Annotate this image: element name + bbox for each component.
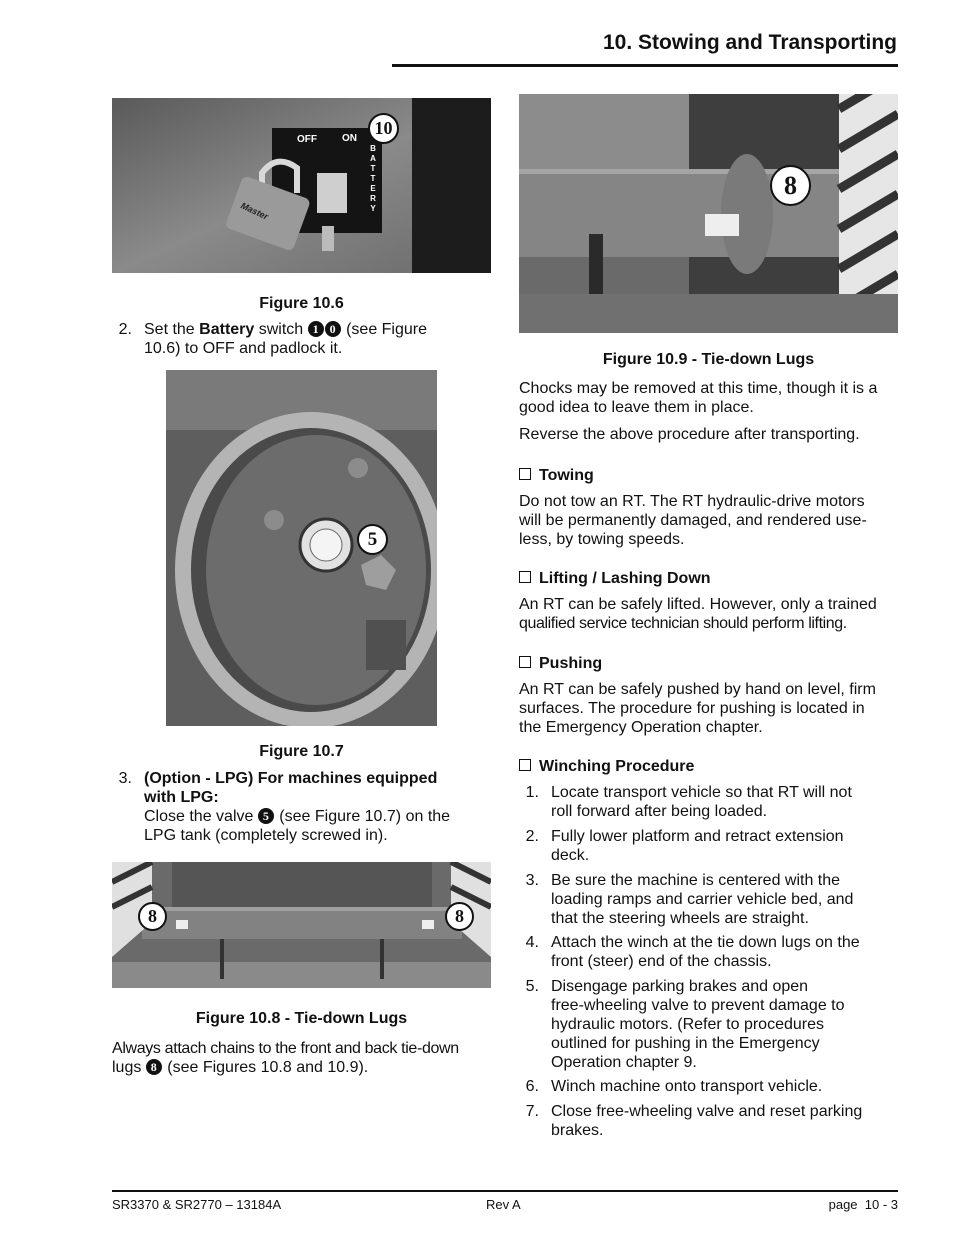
towing-paragraph	[519, 492, 904, 549]
lifting-paragraph	[519, 595, 904, 633]
winch-step-5-number: 5.	[525, 978, 539, 995]
lifting-line1: An RT can be safely lifted. However, only a trained	[519, 596, 877, 613]
winch-step-7-line1: Close free-wheeling valve and reset parking	[551, 1103, 863, 1120]
pushing-paragraph	[519, 680, 904, 737]
footer-revision: Rev A	[486, 1197, 521, 1212]
winch-step-1-line1: Locate transport vehicle so that RT will not	[551, 784, 852, 801]
winch-step-4-number: 4.	[525, 934, 539, 951]
winch-step-4-line2: front (steer) end of the chassis.	[551, 953, 772, 970]
step-2-line2: 10.6) to OFF and padlock it.	[144, 340, 343, 357]
winch-step-1-line2: roll forward after being loaded.	[551, 803, 768, 820]
winch-step-7-number: 7.	[525, 1103, 539, 1120]
winch-step-1	[551, 783, 852, 821]
figure-10-7-photo	[166, 370, 437, 726]
winch-step-5-line3: hydraulic motors. (Refer to procedures	[551, 1016, 824, 1033]
step-3-line3-pre: Close the valve	[144, 808, 258, 825]
chocks-paragraph	[519, 379, 904, 417]
chocks-line1: Chocks may be removed at this time, though it is a	[519, 380, 878, 397]
footer-rule	[112, 1190, 898, 1192]
winch-step-5-line2: free-wheeling valve to prevent damage to	[551, 997, 845, 1014]
winch-step-5-line1: Disengage parking brakes and open	[551, 978, 809, 995]
winch-step-5	[551, 977, 845, 1072]
callout-10: 10	[368, 113, 399, 144]
winch-step-4-line1: Attach the winch at the tie down lugs on the	[551, 934, 860, 951]
step-3-bold-line2: with LPG:	[144, 789, 219, 806]
winch-step-6-number: 6.	[525, 1078, 539, 1095]
lifting-title: Lifting / Lashing Down	[539, 570, 711, 587]
callout-5: 5	[357, 524, 388, 555]
winch-step-5-line4: outlined for pushing in the Emergency	[551, 1035, 820, 1052]
callout-8-icon: 8	[146, 1059, 162, 1075]
lock-brand-label: Master	[239, 200, 270, 222]
callout-8-left: 8	[138, 902, 167, 931]
pushing-title: Pushing	[539, 655, 603, 672]
switch-on-label: ON	[342, 133, 357, 144]
winch-step-3-line2: loading ramps and carrier vehicle bed, and	[551, 891, 854, 908]
winch-step-2	[551, 827, 844, 865]
step-3-line4: LPG tank (completely screwed in).	[144, 827, 388, 844]
winch-step-6-line1: Winch machine onto transport vehicle.	[551, 1078, 823, 1095]
footer-page-number: page 10 - 3	[828, 1197, 898, 1212]
checkbox-icon	[519, 468, 531, 480]
callout-1-icon: 1	[308, 321, 324, 337]
step-2-pre: Set the	[144, 321, 200, 338]
reverse-paragraph: Reverse the above procedure after transporting.	[519, 426, 860, 443]
checkbox-icon	[519, 571, 531, 583]
towing-heading	[519, 467, 594, 485]
winching-heading	[519, 758, 694, 776]
step-2-mid: switch	[254, 321, 308, 338]
footer-doc-id: SR3370 & SR2770 – 13184A	[112, 1197, 282, 1212]
header-rule	[392, 64, 898, 67]
figure-10-9-caption: Figure 10.9 - Tie-down Lugs	[602, 351, 815, 368]
winch-step-1-number: 1.	[525, 784, 539, 801]
callout-8-right: 8	[445, 902, 474, 931]
tie-down-line2-pre: lugs	[112, 1059, 146, 1076]
winch-step-7	[551, 1102, 862, 1140]
winch-step-2-line1: Fully lower platform and retract extension	[551, 828, 844, 845]
towing-line2: will be permanently damaged, and rendered use-	[519, 512, 867, 529]
step-3-line3-post: (see Figure 10.7) on the	[274, 808, 451, 825]
step-3-number: 3.	[118, 770, 132, 787]
towing-line1: Do not tow an RT. The RT hydraulic-drive motors	[519, 493, 865, 510]
callout-0-icon: 0	[325, 321, 341, 337]
winch-step-3-line3: that the steering wheels are straight.	[551, 910, 809, 927]
pushing-line3: the Emergency Operation chapter.	[519, 719, 763, 736]
lifting-heading	[519, 570, 711, 588]
page-title: 10. Stowing and Transporting	[602, 31, 897, 54]
step-2-number: 2.	[118, 321, 132, 338]
winch-step-7-line2: brakes.	[551, 1122, 604, 1139]
figure-10-8-caption: Figure 10.8 - Tie-down Lugs	[195, 1010, 408, 1027]
checkbox-icon	[519, 759, 531, 771]
winch-step-2-number: 2.	[525, 828, 539, 845]
towing-line3: less, by towing speeds.	[519, 531, 685, 548]
tie-down-line1: Always attach chains to the front and back tie-down	[112, 1040, 459, 1057]
battery-bold: Battery	[199, 321, 255, 338]
pushing-line1: An RT can be safely pushed by hand on level, firm	[519, 681, 876, 698]
battery-label: BATTERY	[370, 144, 376, 213]
winching-title: Winching Procedure	[539, 758, 695, 775]
callout-5-icon: 5	[258, 808, 274, 824]
figure-10-7-caption: Figure 10.7	[259, 743, 344, 760]
winch-step-3-number: 3.	[525, 872, 539, 889]
tie-down-paragraph	[112, 1039, 497, 1077]
winch-step-2-line2: deck.	[551, 847, 590, 864]
pushing-line2: surfaces. The procedure for pushing is located in	[519, 700, 865, 717]
step-2-line1-post: (see Figure	[341, 321, 428, 338]
winch-step-4	[551, 933, 860, 971]
winch-step-5-line5: Operation chapter 9.	[551, 1054, 697, 1071]
step-2-text	[144, 320, 491, 358]
lifting-line2: qualified service technician should perform lifting.	[519, 615, 847, 632]
step-3-text	[144, 769, 491, 845]
pushing-heading	[519, 655, 602, 673]
figure-10-8-photo	[112, 862, 491, 988]
checkbox-icon	[519, 656, 531, 668]
winch-step-3	[551, 871, 853, 928]
step-3-bold-line1: (Option - LPG) For machines equipped	[144, 770, 438, 787]
switch-off-label: OFF	[297, 134, 317, 145]
figure-10-9-photo	[519, 94, 898, 333]
winch-step-6	[551, 1077, 822, 1096]
figure-10-6-caption: Figure 10.6	[259, 295, 344, 312]
callout-8-fig109: 8	[770, 165, 811, 206]
winch-step-3-line1: Be sure the machine is centered with the	[551, 872, 841, 889]
tie-down-line2-post: (see Figures 10.8 and 10.9).	[162, 1059, 369, 1076]
towing-title: Towing	[539, 467, 594, 484]
chocks-line2: good idea to leave them in place.	[519, 399, 754, 416]
figure-10-6-photo	[112, 98, 491, 273]
